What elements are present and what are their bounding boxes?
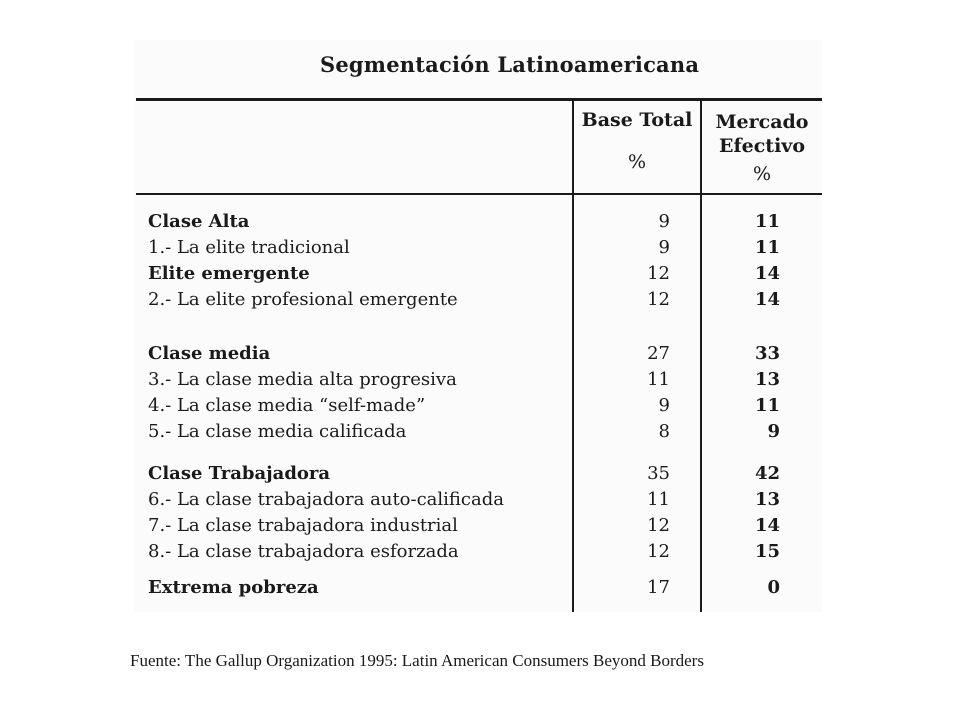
table-row <box>148 487 820 513</box>
table-row <box>148 539 820 565</box>
table-row <box>148 341 820 367</box>
column-header-base-total <box>576 108 698 174</box>
row-label: Elite emergente <box>148 263 310 284</box>
base-total-value: 8 <box>658 421 670 442</box>
table-title: Segmentación Latinoamericana <box>320 52 700 77</box>
row-label: Extrema pobreza <box>148 577 319 598</box>
row-label: 5.- La clase media calificada <box>148 421 407 442</box>
table-header-rule <box>136 193 822 195</box>
mercado-efectivo-value: 11 <box>754 395 780 416</box>
table-row <box>148 235 820 261</box>
row-label: Clase Trabajadora <box>148 463 331 484</box>
column-header-base-pct: % <box>627 151 647 173</box>
row-label: 2.- La elite profesional emergente <box>148 289 458 310</box>
column-header-mercado-efectivo <box>704 110 820 186</box>
base-total-value: 27 <box>647 343 670 364</box>
table-row <box>148 419 820 445</box>
base-total-value: 17 <box>647 577 670 598</box>
mercado-efectivo-value: 42 <box>754 463 780 484</box>
table-row <box>148 461 820 487</box>
row-label: Clase media <box>148 343 271 364</box>
mercado-efectivo-value: 14 <box>754 263 780 284</box>
table-row <box>148 393 820 419</box>
row-label: 4.- La clase media “self-made” <box>148 395 426 416</box>
source-caption: Fuente: The Gallup Organization 1995: Latin American Consumers Beyond Borders <box>130 651 704 670</box>
row-label: 6.- La clase trabajadora auto-calificada <box>148 489 504 510</box>
row-label: 1.- La elite tradicional <box>148 237 350 258</box>
mercado-efectivo-value: 13 <box>754 489 780 510</box>
table-row <box>148 261 820 287</box>
mercado-efectivo-value: 14 <box>754 515 780 536</box>
column-header-mercado-pct: % <box>752 163 772 185</box>
mercado-efectivo-value: 14 <box>754 289 780 310</box>
row-label: 3.- La clase media alta progresiva <box>148 369 457 390</box>
column-header-base-label: Base Total <box>581 109 693 131</box>
base-total-value: 11 <box>647 489 670 510</box>
table-row <box>148 367 820 393</box>
row-label: Clase Alta <box>148 211 250 232</box>
mercado-efectivo-value: 11 <box>754 211 780 232</box>
mercado-efectivo-value: 15 <box>754 541 780 562</box>
table-row <box>148 513 820 539</box>
table-top-rule <box>136 98 822 101</box>
mercado-efectivo-value: 11 <box>754 237 780 258</box>
table-row <box>148 287 820 313</box>
column-header-mercado-label: Mercado <box>715 111 809 133</box>
base-total-value: 12 <box>647 541 670 562</box>
column-header-efectivo-label: Efectivo <box>718 135 806 157</box>
base-total-value: 11 <box>647 369 670 390</box>
base-total-value: 12 <box>647 515 670 536</box>
base-total-value: 12 <box>647 289 670 310</box>
mercado-efectivo-value: 9 <box>767 421 780 442</box>
base-total-value: 9 <box>658 211 670 232</box>
table-row <box>148 575 820 601</box>
mercado-efectivo-value: 13 <box>754 369 780 390</box>
base-total-value: 35 <box>647 463 670 484</box>
base-total-value: 12 <box>647 263 670 284</box>
row-label: 7.- La clase trabajadora industrial <box>148 515 458 536</box>
mercado-efectivo-value: 0 <box>767 577 780 598</box>
row-label: 8.- La clase trabajadora esforzada <box>148 541 459 562</box>
table-row <box>148 209 820 235</box>
base-total-value: 9 <box>658 395 670 416</box>
base-total-value: 9 <box>658 237 670 258</box>
mercado-efectivo-value: 33 <box>754 343 780 364</box>
